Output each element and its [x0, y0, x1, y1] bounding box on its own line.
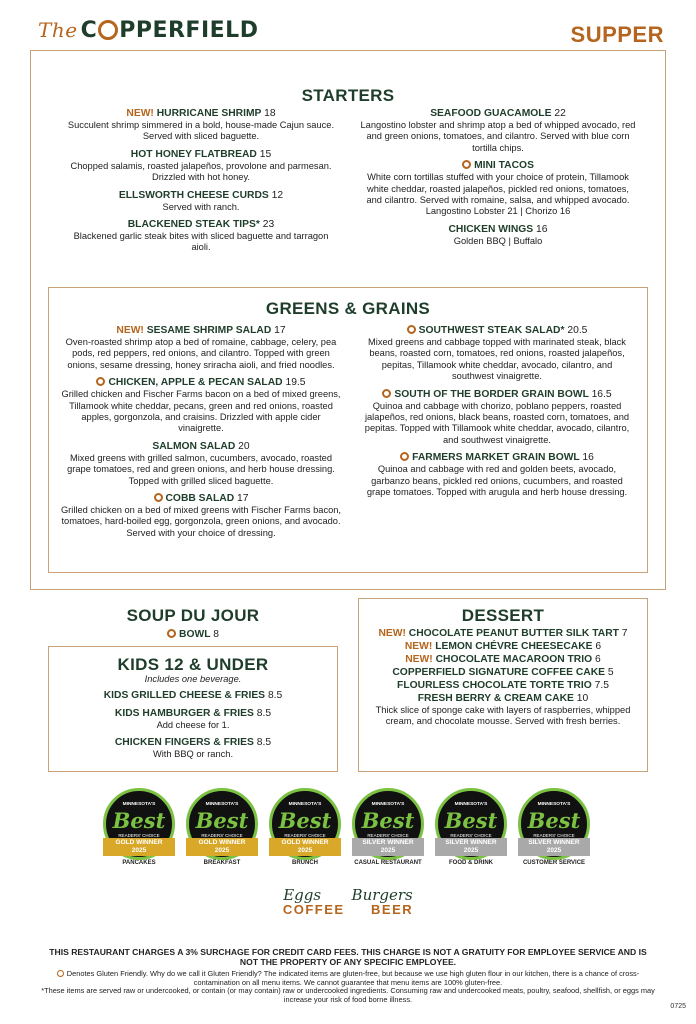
badge-year: 2025: [297, 847, 313, 854]
menu-item-description: Succulent shrimp simmered in a bold, house-made Cajun sauce. Served with sliced baguette.: [67, 120, 335, 142]
menu-item-title: [66, 148, 336, 161]
badge-top-text: MINNESOTA'S: [205, 802, 239, 807]
menu-item-title: [364, 627, 642, 640]
menu-item-title: [58, 736, 328, 749]
menu-item-price: 18: [264, 108, 276, 119]
gluten-friendly-note: Denotes Gluten Friendly. Why do we call it Gluten Friendly? The indicated items are gluten-free, but because we use high gluten flour in our kitchen, there is a chance of cross-contamination on all menu items. We cannot guarantee that menu items are 100% gluten-free.: [66, 969, 640, 987]
menu-item-title: [58, 689, 328, 702]
menu-item: [58, 736, 328, 760]
badge-best-text: Best: [527, 808, 581, 833]
menu-item-title: [360, 324, 634, 337]
badge-category: CASUAL RESTAURANT: [354, 860, 422, 866]
menu-item: [66, 218, 336, 254]
menu-item-name: SOUTHWEST STEAK SALAD*: [418, 325, 565, 336]
menu-item-price: 17: [274, 325, 286, 336]
menu-item: [58, 689, 328, 702]
menu-item: [360, 451, 634, 498]
menu-item-price: 16: [582, 452, 594, 464]
menu-item-options: Langostino Lobster 21 | Chorizo 16: [425, 206, 571, 217]
menu-title: SUPPER: [570, 22, 664, 47]
menu-item-title: [364, 653, 642, 666]
award-badges: [0, 788, 696, 888]
badge-top-text: MINNESOTA'S: [288, 802, 322, 807]
menu-item-price: 20: [238, 440, 250, 452]
soup-bowl-label: BOWL: [179, 629, 211, 640]
starters-right-column: [360, 107, 636, 252]
menu-item-title: [364, 666, 642, 679]
gluten-friendly-icon: [167, 629, 176, 638]
badge-readers-choice: READERS' CHOICE: [533, 833, 575, 838]
badge-ribbon: [186, 838, 258, 856]
menu-item-price: 10: [576, 693, 589, 704]
menu-item-title: [360, 107, 636, 120]
menu-item-price: 22: [554, 108, 566, 119]
badge-best-text: Best: [361, 808, 415, 833]
new-badge: NEW!: [116, 325, 144, 336]
menu-item-description: With BBQ or ranch.: [152, 749, 234, 760]
badge-readers-choice: READERS' CHOICE: [450, 833, 492, 838]
menu-item: [364, 653, 642, 666]
menu-item-description: Thick slice of sponge cake with layers of raspberries, whipped cream, and chocolate mousse. Served with fresh berries.: [375, 705, 631, 727]
menu-item-name: BLACKENED STEAK TIPS*: [127, 219, 260, 231]
badge-best-text: Best: [195, 808, 249, 833]
menu-item: [58, 707, 328, 731]
menu-item: [66, 107, 336, 143]
menu-item: [364, 640, 642, 653]
badge-readers-choice: READERS' CHOICE: [367, 833, 409, 838]
menu-item: [360, 324, 634, 383]
badge-year: 2025: [214, 847, 230, 854]
menu-item-description: Quinoa and cabbage with chorizo, poblano peppers, roasted jalapeños, red onions, black beans, roasted corn, tomatoes, and pepitas. Topped with Tillamook white cheddar, avocado, cilantro, and southwest vinaigrette.: [364, 400, 630, 445]
menu-item-name: FLOURLESS CHOCOLATE TORTE TRIO: [397, 680, 592, 691]
menu-item-price: 20.5: [567, 325, 588, 336]
menu-item-title: [360, 388, 634, 401]
menu-item-description: Add cheese for 1.: [156, 720, 230, 730]
menu-item: [66, 148, 336, 184]
menu-item-name: FRESH BERRY & CREAM CAKE: [417, 693, 574, 704]
menu-item-price: 16: [536, 223, 548, 235]
menu-item-description: Langostino lobster and shrimp atop a bed of whipped avocado, red and green onions, tomatoes, and cilantro. Served with blue corn tortilla chips.: [360, 120, 636, 153]
menu-item-price: 19.5: [285, 377, 306, 389]
badge-award: SILVER WINNER: [445, 839, 497, 846]
menu-item-description: Served with ranch.: [162, 201, 240, 212]
menu-item-name: HURRICANE SHRIMP: [156, 108, 262, 119]
menu-item-name: CHICKEN WINGS: [448, 223, 534, 235]
menu-item: [360, 107, 636, 154]
gluten-friendly-icon: [96, 377, 105, 386]
menu-item-name: KIDS HAMBURGER & FRIES: [114, 708, 254, 719]
award-badge: [435, 788, 507, 867]
badge-year: 2025: [546, 847, 562, 854]
menu-item-price: 7: [621, 628, 628, 639]
gluten-friendly-icon: [400, 452, 409, 461]
logo-c: C: [80, 18, 98, 43]
menu-item-name: CHOCOLATE MACAROON TRIO: [435, 654, 593, 665]
badge-year: 2025: [463, 847, 479, 854]
tagline-caps-1: COFFEE: [282, 902, 345, 917]
new-badge: NEW!: [378, 628, 406, 639]
badge-category: BREAKFAST: [203, 860, 241, 866]
menu-item-title: [66, 189, 336, 202]
badge-ribbon: [518, 838, 590, 856]
menu-item-name: COBB SALAD: [165, 493, 235, 505]
menu-item-title: [66, 107, 336, 120]
menu-item-name: SESAME SHRIMP SALAD: [146, 325, 272, 336]
new-badge: NEW!: [404, 641, 433, 652]
badge-readers-choice: READERS' CHOICE: [201, 833, 243, 838]
menu-item: [360, 388, 634, 447]
dessert-title: DESSERT: [461, 606, 545, 625]
greens-left-column: [60, 324, 342, 544]
menu-item-price: 16.5: [591, 388, 612, 400]
menu-item-price: 8.5: [256, 708, 272, 719]
starters-left-column: [66, 107, 336, 259]
badge-award: SILVER WINNER: [362, 839, 414, 846]
award-badge: [186, 788, 258, 867]
tagline: [0, 886, 696, 919]
kids-title: KIDS 12 & UNDER: [117, 655, 269, 674]
menu-item-name: SEAFOOD GUACAMOLE: [430, 108, 552, 119]
menu-item-name: FARMERS MARKET GRAIN BOWL: [412, 452, 580, 464]
gluten-friendly-icon: [154, 493, 163, 502]
dessert-items: [364, 627, 642, 728]
badge-year: 2025: [131, 847, 147, 854]
menu-item-name: COPPERFIELD SIGNATURE COFFEE CAKE: [392, 667, 605, 678]
badge-ribbon: [435, 838, 507, 856]
menu-item: [60, 376, 342, 435]
tagline-caps-2: BEER: [371, 902, 414, 917]
award-badge: [352, 788, 424, 867]
new-badge: NEW!: [405, 654, 433, 665]
gluten-friendly-icon: [57, 970, 64, 977]
menu-item-title: [60, 324, 342, 337]
menu-item-description: Quinoa and cabbage with red and golden beets, avocado, garbanzo beans, pickled red onions, cucumbers, and roasted grape tomatoes. Topped with arugula and herb house dressing.: [366, 464, 628, 498]
menu-item: [364, 627, 642, 640]
menu-item-name: ELLSWORTH CHEESE CURDS: [118, 189, 269, 201]
award-badge: [269, 788, 341, 867]
menu-item-price: 6: [595, 641, 602, 652]
menu-item-price: 15: [259, 148, 272, 160]
raw-food-note: *These items are served raw or undercooked, or contain (or may contain) raw or undercooked ingredients. Consuming raw and undercooked meats, poultry, seafood, shellfish, or eggs may increase your risk of food borne illness.: [41, 986, 655, 1004]
menu-item-price: 8.5: [256, 737, 272, 749]
badge-award: SILVER WINNER: [528, 839, 580, 846]
award-badge: [518, 788, 590, 867]
logo-name: PPERFIELD: [119, 18, 259, 43]
badge-best-text: Best: [278, 808, 332, 833]
menu-item: [60, 324, 342, 371]
soup-bowl-price: 8: [213, 629, 219, 640]
menu-item-description: White corn tortillas stuffed with your choice of protein, Tillamook white cheddar, roasted jalapeños, pickled red onions, tomatoes, and cilantro. Served with romaine, salsa, and whipped avocado.: [366, 172, 630, 206]
menu-code: 0725: [670, 1003, 686, 1010]
menu-item-title: [360, 451, 634, 464]
tagline-script-2: Burgers: [351, 886, 413, 904]
menu-item-name: CHICKEN, APPLE & PECAN SALAD: [108, 377, 283, 389]
menu-item-name: KIDS GRILLED CHEESE & FRIES: [103, 690, 266, 701]
menu-item-price: 6: [595, 654, 601, 665]
menu-item-description: Oven-roasted shrimp atop a bed of romaine, cabbage, celery, pea pods, red peppers, red onions, and cilantro. Topped with green onions, sesame dressing, honey sriracha aioli, and fried noodles.: [65, 337, 337, 370]
kids-subtitle: Includes one beverage.: [144, 674, 242, 684]
restaurant-logo: [38, 18, 258, 43]
menu-item: [60, 440, 342, 487]
menu-item-title: [364, 679, 642, 692]
menu-item-description: Grilled chicken on a bed of mixed greens with Fischer Farms bacon, tomatoes, hard-boiled egg, gorgonzola, green onions, and avocado. Served with your choice of dressing.: [60, 505, 342, 538]
menu-item-name: LEMON CHÉVRE CHEESECAKE: [435, 641, 593, 652]
menu-item-name: SALMON SALAD: [152, 440, 236, 452]
menu-item-name: HOT HONEY FLATBREAD: [130, 148, 257, 160]
menu-item-title: [360, 159, 636, 172]
menu-item: [360, 159, 636, 218]
badge-top-text: MINNESOTA'S: [371, 802, 405, 807]
badge-best-text: Best: [444, 808, 498, 833]
menu-item-description: Golden BBQ | Buffalo: [453, 235, 543, 246]
logo-ring-icon: [98, 20, 118, 40]
menu-item-description: Mixed greens and cabbage topped with marinated steak, black beans, roasted corn, tomatoes, red onions, roasted jalapeños, pepitas, Tillamook white cheddar, avocado, cilantro, and southwest vinaigrette.: [368, 337, 626, 382]
menu-item-title: [364, 692, 642, 705]
menu-item-description: Blackened garlic steak bites with sliced baguette and tarragon aioli.: [73, 231, 329, 253]
kids-items: [58, 689, 328, 766]
badge-award: GOLD WINNER: [115, 839, 163, 846]
badge-year: 2025: [380, 847, 396, 854]
menu-item-name: CHICKEN FINGERS & FRIES: [114, 737, 254, 749]
menu-item-price: 8.5: [267, 690, 283, 701]
badge-best-text: Best: [112, 808, 166, 833]
menu-item-name: MINI TACOS: [474, 160, 534, 172]
badge-category: BRUNCH: [292, 860, 318, 866]
badge-readers-choice: READERS' CHOICE: [118, 833, 160, 838]
gluten-friendly-icon: [382, 389, 391, 398]
badge-top-text: MINNESOTA'S: [537, 802, 571, 807]
menu-item: [360, 223, 636, 247]
menu-item-title: [364, 640, 642, 653]
menu-item-price: 23: [262, 219, 275, 231]
badge-ribbon: [352, 838, 424, 856]
badge-ribbon: [103, 838, 175, 856]
badge-category: PANCAKES: [122, 860, 156, 866]
menu-item-price: 7.5: [594, 680, 609, 691]
surcharge-notice: THIS RESTAURANT CHARGES A 3% SURCHAGE FOR CREDIT CARD FEES. THIS CHARGE IS NOT A GRATUITY FOR EMPLOYEE SERVICE AND IS NOT THE PROPERTY OF ANY SPECIFIC EMPLOYEE.: [49, 947, 647, 967]
menu-item-title: [58, 707, 328, 720]
menu-item-title: [60, 440, 342, 453]
menu-item-price: 5: [607, 667, 614, 678]
menu-item-price: 12: [271, 189, 284, 201]
greens-right-column: [360, 324, 634, 503]
greens-title: GREENS & GRAINS: [265, 299, 431, 318]
soup-bowl: [48, 628, 338, 641]
menu-item-description: Chopped salamis, roasted jalapeños, provolone and parmesan. Drizzled with hot honey.: [70, 160, 332, 183]
badge-award: GOLD WINNER: [281, 839, 329, 846]
menu-item-title: [60, 492, 342, 505]
menu-item-title: [60, 376, 342, 389]
menu-item-title: [66, 218, 336, 231]
menu-item-price: 17: [237, 493, 249, 505]
gluten-friendly-icon: [407, 325, 416, 334]
starters-title: STARTERS: [301, 86, 395, 105]
menu-item-description: Mixed greens with grilled salmon, cucumbers, avocado, roasted grape tomatoes, red and green onions, and herb house dressing. Topped with grilled sliced baguette.: [67, 452, 335, 486]
menu-item: [66, 189, 336, 213]
menu-item-name: CHOCOLATE PEANUT BUTTER SILK TART: [408, 628, 619, 639]
menu-item: [364, 692, 642, 728]
menu-item-name: SOUTH OF THE BORDER GRAIN BOWL: [394, 388, 589, 400]
badge-award: GOLD WINNER: [198, 839, 246, 846]
menu-item: [364, 666, 642, 679]
badge-category: FOOD & DRINK: [449, 860, 493, 866]
gluten-friendly-icon: [462, 160, 471, 169]
badge-top-text: MINNESOTA'S: [122, 802, 156, 807]
menu-item-description: Grilled chicken and Fischer Farms bacon on a bed of mixed greens, Tillamook white cheddar, pecans, green and red onions, roasted apples, gorgonzola, and craisins. Drizzled with apple cider vinaigrette.: [61, 389, 341, 434]
menu-item: [364, 679, 642, 692]
badge-category: CUSTOMER SERVICE: [522, 860, 586, 866]
award-badge: [103, 788, 175, 867]
soup-title: SOUP DU JOUR: [126, 606, 260, 625]
logo-prefix: The: [38, 18, 78, 42]
new-badge: NEW!: [126, 108, 154, 119]
badge-ribbon: [269, 838, 341, 856]
tagline-script-1: Eggs: [283, 886, 322, 904]
badge-readers-choice: READERS' CHOICE: [284, 833, 326, 838]
menu-item: [60, 492, 342, 539]
footer-notes: [40, 970, 656, 1004]
menu-item-title: [360, 223, 636, 236]
badge-top-text: MINNESOTA'S: [454, 802, 488, 807]
